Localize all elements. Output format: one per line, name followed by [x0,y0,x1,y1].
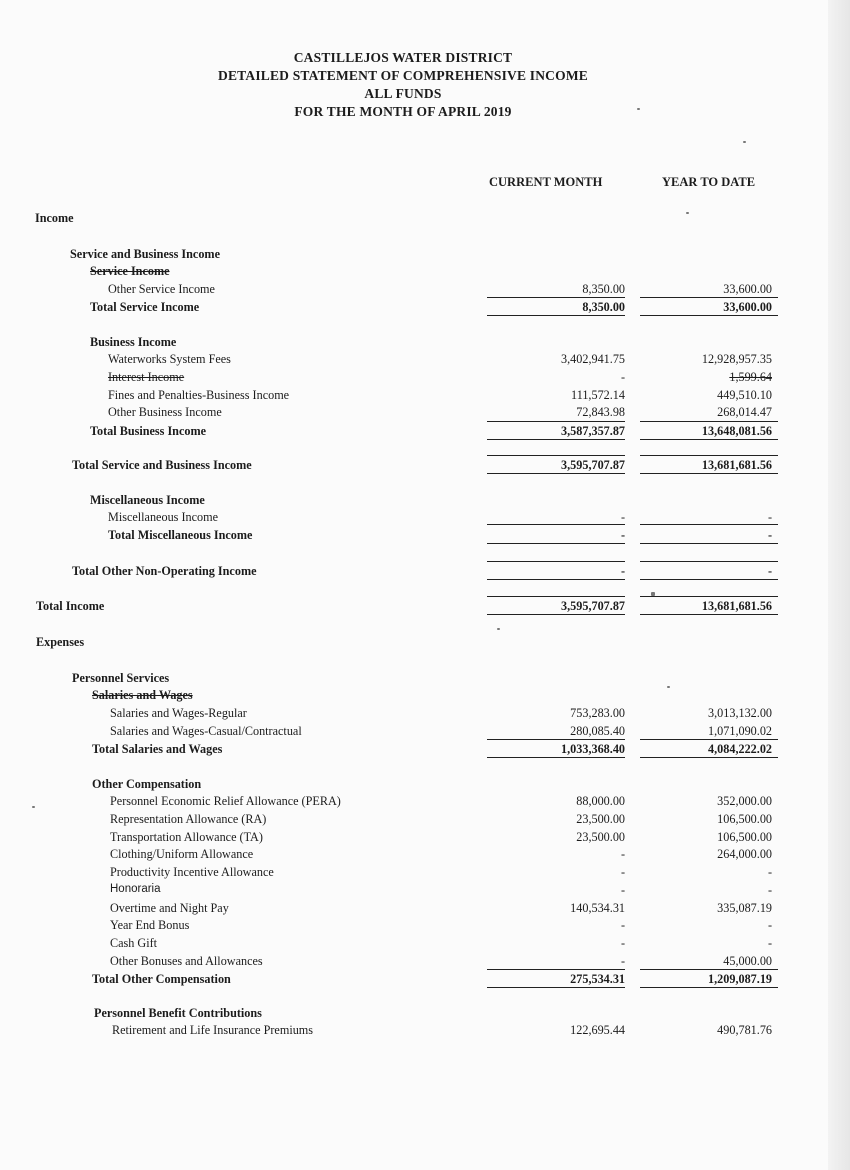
current-month-value: - [620,564,625,578]
line-item [0,405,850,422]
subtotal-rule [487,421,625,422]
year-to-date-value: 335,087.19 [717,901,772,915]
current-month-value: - [620,865,625,879]
subgroup-personnel-benefit-contributions [0,1006,850,1023]
row-label: Salaries and Wages-Regular [110,706,247,720]
year-to-date-value: 264,000.00 [717,847,772,861]
year-to-date-value: - [767,528,772,542]
current-month-value: 23,500.00 [576,812,625,826]
row-label: Productivity Incentive Allowance [110,865,274,879]
current-month-value: 88,000.00 [576,794,625,808]
current-month-value: 275,534.31 [570,972,625,986]
subgroup-service-income [0,264,850,281]
page-edge-shadow [828,0,850,1170]
year-to-date-value: 352,000.00 [717,794,772,808]
period-label: FOR THE MONTH OF APRIL 2019 [294,104,512,119]
year-to-date-value: 449,510.10 [717,388,772,402]
year-to-date-value: 268,014.47 [717,405,772,419]
row-label: Interest Income [108,370,185,384]
year-to-date-value: 3,013,132.00 [708,706,772,720]
line-item [0,830,850,847]
current-month-value: 753,283.00 [570,706,625,720]
statement-title: DETAILED STATEMENT OF COMPREHENSIVE INCOME [218,68,588,83]
row-label: Total Salaries and Wages [92,742,223,756]
scan-speck [686,212,689,214]
subtotal-rule [487,739,625,740]
total-rule [487,614,625,615]
year-to-date-value: 13,681,681.56 [701,599,772,613]
org-name: CASTILLEJOS WATER DISTRICT [293,50,513,65]
subtotal-rule [640,739,778,740]
row-label: Transportation Allowance (TA) [110,830,263,844]
row-label: Overtime and Night Pay [110,901,229,915]
subgroup-business-income [0,335,850,352]
row-label: Waterworks System Fees [108,352,231,366]
row-label: Other Bonuses and Allowances [110,954,263,968]
scan-speck [667,686,670,688]
subtotal-rule [640,561,778,562]
subtotal-rule [640,297,778,298]
current-month-value: 8,350.00 [582,282,625,296]
year-to-date-value: - [767,883,772,897]
row-label: Total Service and Business Income [72,458,252,472]
row-label: Fines and Penalties-Business Income [108,388,290,402]
row-label: Cash Gift [110,936,158,950]
year-to-date-value: 12,928,957.35 [701,352,772,366]
row-label: Business Income [90,335,177,349]
row-label: Expenses [36,635,85,649]
current-month-value: 8,350.00 [582,300,625,314]
section-expenses [0,635,850,652]
line-item [0,352,850,369]
current-month-value: 1,033,368.40 [561,742,625,756]
year-to-date-value: - [767,918,772,932]
total-rule [487,579,625,580]
total-rule [487,987,625,988]
subtotal-rule [487,969,625,970]
row-label: Personnel Benefit Contributions [94,1006,262,1020]
row-label: Other Business Income [108,405,222,419]
total-rule [640,315,778,316]
row-label: Income [35,211,74,225]
row-label: Salaries and Wages [92,688,193,702]
year-to-date-value: 13,648,081.56 [701,424,772,438]
col-current-month-header: CURRENT MONTH [489,175,603,189]
subtotal-rule [487,297,625,298]
current-month-value: - [620,847,625,861]
current-month-value: 72,843.98 [576,405,625,419]
total-rule [640,543,778,544]
fund-scope: ALL FUNDS [364,86,442,101]
year-to-date-value: 1,209,087.19 [708,972,772,986]
total-rule [640,439,778,440]
year-to-date-value: 4,084,222.02 [708,742,772,756]
current-month-value: 111,572.14 [571,388,625,402]
subgroup-salaries-and-wages [0,688,850,705]
total-rule [640,614,778,615]
row-label: Total Service Income [90,300,200,314]
year-to-date-value: 490,781.76 [717,1023,772,1037]
line-item [0,901,850,918]
total-rule [640,473,778,474]
row-label: Honoraria [110,883,161,895]
row-label: Year End Bonus [110,918,190,932]
subtotal-rule [640,969,778,970]
current-month-value: - [620,918,625,932]
total-rule [640,579,778,580]
row-label: Salaries and Wages-Casual/Contractual [110,724,302,738]
row-label: Total Other Non-Operating Income [72,564,257,578]
year-to-date-value: 45,000.00 [723,954,772,968]
row-label: Service and Business Income [70,247,220,261]
year-to-date-value: 13,681,681.56 [701,458,772,472]
total-rule [487,473,625,474]
total-rule [487,315,625,316]
subtotal-rule [640,455,778,456]
current-month-value: 3,595,707.87 [561,599,625,613]
total-rule [487,757,625,758]
col-year-to-date-header: YEAR TO DATE [662,175,756,189]
total-rule [640,757,778,758]
line-item [0,794,850,811]
line-item [0,865,850,882]
row-label: Miscellaneous Income [108,510,218,524]
year-to-date-value: - [767,936,772,950]
year-to-date-value: 1,599.64 [729,370,772,384]
current-month-value: - [620,883,625,897]
current-month-value: 23,500.00 [576,830,625,844]
subtotal-rule [487,455,625,456]
row-label: Other Service Income [108,282,215,296]
row-label: Total Income [36,599,105,613]
current-month-value: 3,402,941.75 [561,352,625,366]
current-month-value: - [620,370,625,384]
subgroup-other-compensation [0,777,850,794]
line-item [0,936,850,953]
line-item [0,1023,850,1040]
scan-speck [32,806,35,808]
scan-speck [497,628,500,630]
year-to-date-value: - [767,510,772,524]
line-item [0,706,850,723]
line-item [0,918,850,935]
total-rule [640,987,778,988]
row-label: Total Business Income [90,424,207,438]
subtotal-rule [640,596,778,597]
row-label: Clothing/Uniform Allowance [110,847,254,861]
year-to-date-value: 33,600.00 [723,282,772,296]
current-month-value: 122,695.44 [570,1023,625,1037]
subtotal-rule [640,421,778,422]
total-rule [487,543,625,544]
row-label: Representation Allowance (RA) [110,812,267,826]
subtotal-rule [487,596,625,597]
row-label: Miscellaneous Income [90,493,205,507]
current-month-value: 280,085.40 [570,724,625,738]
row-label: Personnel Services [72,671,170,685]
current-month-value: - [620,528,625,542]
row-label: Other Compensation [92,777,202,791]
row-label: Personnel Economic Relief Allowance (PERA) [110,794,341,808]
current-month-value: 3,587,357.87 [561,424,625,438]
scan-speck [743,141,746,143]
subtotal-rule [487,561,625,562]
line-item [0,812,850,829]
group-service-and-business-income [0,247,850,264]
row-label: Total Other Compensation [92,972,231,986]
year-to-date-value: 1,071,090.02 [708,724,772,738]
line-item [0,388,850,405]
year-to-date-value: 106,500.00 [717,830,772,844]
scan-speck [637,108,640,110]
current-month-value: - [620,936,625,950]
line-item [0,847,850,864]
total-rule [487,439,625,440]
section-income [0,211,850,228]
current-month-value: 3,595,707.87 [561,458,625,472]
subtotal-rule [487,524,625,525]
subtotal-rule [640,524,778,525]
row-label: Total Miscellaneous Income [108,528,253,542]
line-item [0,370,850,387]
year-to-date-value: 106,500.00 [717,812,772,826]
scan-speck [651,592,655,596]
row-label: Retirement and Life Insurance Premiums [112,1023,314,1037]
current-month-value: - [620,510,625,524]
current-month-value: - [620,954,625,968]
current-month-value: 140,534.31 [570,901,625,915]
group-personnel-services [0,671,850,688]
line-item [0,883,850,900]
year-to-date-value: 33,600.00 [723,300,772,314]
year-to-date-value: - [767,865,772,879]
year-to-date-value: - [767,564,772,578]
row-label: Service Income [90,264,170,278]
subgroup-miscellaneous-income [0,493,850,510]
